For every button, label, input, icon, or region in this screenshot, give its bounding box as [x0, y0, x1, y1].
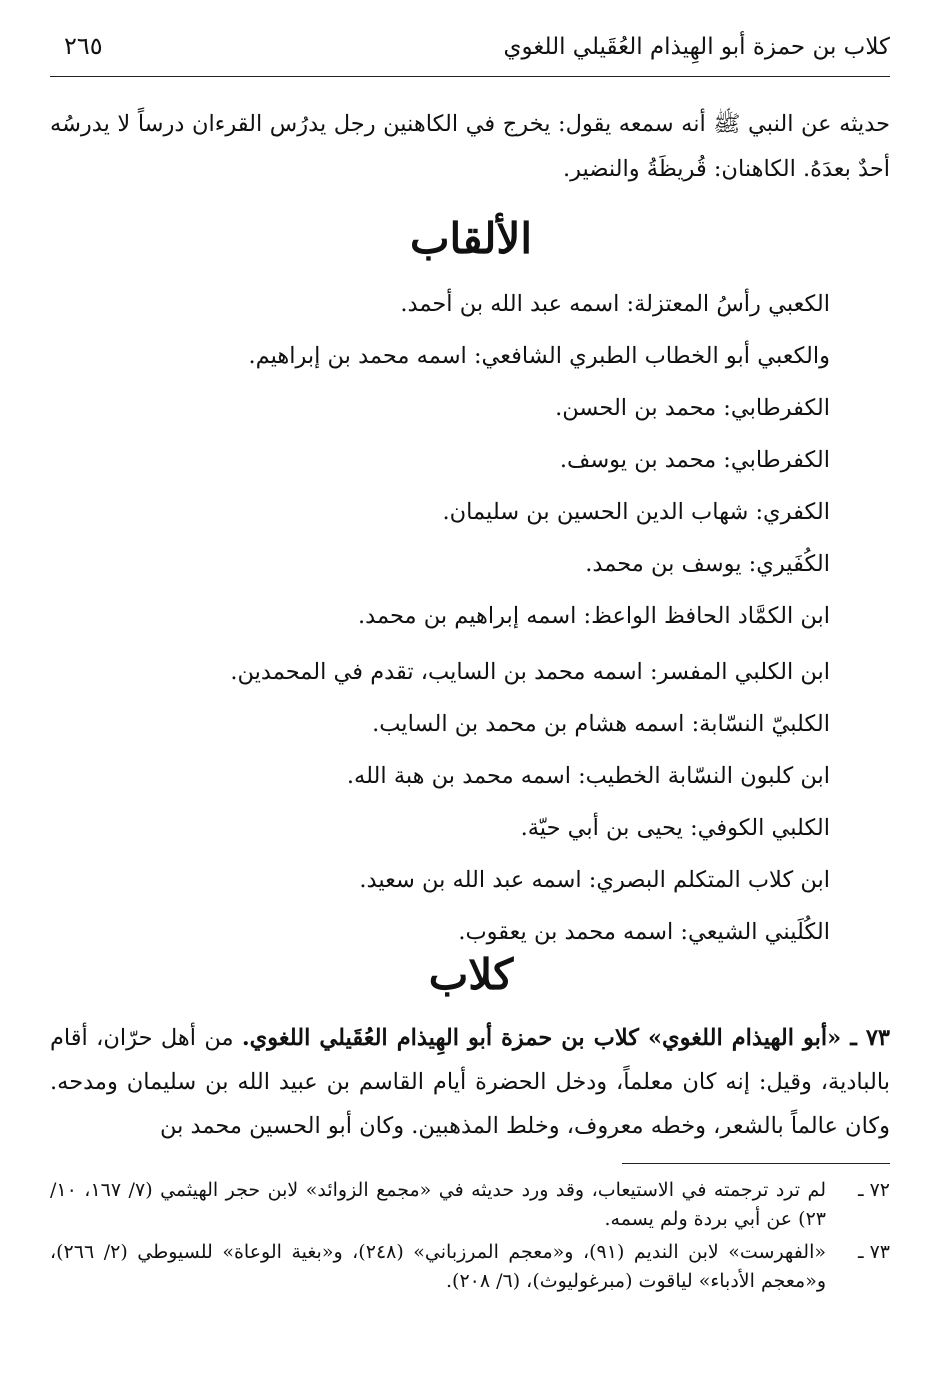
footnote-number: ٧٣ ـ: [857, 1241, 890, 1263]
section-heading-kilab: كلاب: [428, 950, 514, 999]
footnote-text: «الفهرست» لابن النديم (٩١)، و«معجم المرزباني» (٢٤٨)، و«بغية الوعاة» للسيوطي (٢/ ٢٦٦)، و«معجم الأدباء» لياقوت (مبرغوليوث)، (٦/ ٢٠٨).: [50, 1241, 826, 1292]
alqab-entry: الكفرطابي: محمد بن يوسف.: [559, 447, 830, 473]
alqab-entry: الكعبي رأسُ المعتزلة: اسمه عبد الله بن أحمد.: [400, 291, 830, 317]
alqab-entry: ابن الكمَّاد الحافظ الواعظ: اسمه إبراهيم بن محمد.: [358, 603, 830, 629]
alqab-entry: الكلبي الكوفي: يحيى بن أبي حيّة.: [520, 815, 830, 841]
biography-text: من أهل حرّان، أقام بالبادية، وقيل: إنه كان معلماً، ودخل الحضرة أيام القاسم بن عبيد الله بن سليمان ومدحه. وكان عالماً بالشعر، وخطه معروف، وخلط المذهبين. وكان أبو الحسين محمد بن: [50, 1025, 890, 1139]
alqab-entry: ابن كلبون النسّابة الخطيب: اسمه محمد بن هبة الله.: [346, 763, 830, 789]
alqab-entry: الكفري: شهاب الدين الحسين بن سليمان.: [442, 499, 830, 525]
running-title: كلاب بن حمزة أبو الهِيذام العُقَيلي اللغوي: [503, 34, 890, 60]
alqab-entry: الكُفَيري: يوسف بن محمد.: [585, 551, 830, 577]
running-header: [50, 30, 890, 77]
biography-heading: ٧٣ ـ «أبو الهيذام اللغوي» كلاب بن حمزة أبو الهِيذام العُقَيلي اللغوي.: [241, 1025, 890, 1051]
alqab-entry-list: [60, 282, 830, 962]
page-number: ٢٦٥: [64, 32, 103, 60]
footnote-number: ٧٢ ـ: [857, 1179, 890, 1201]
alqab-entry: والكعبي أبو الخطاب الطبري الشافعي: اسمه محمد بن إبراهيم.: [248, 343, 830, 369]
biography-paragraph: [50, 1016, 890, 1148]
intro-paragraph: حديثه عن النبي ﷺ أنه سمعه يقول: يخرج في الكاهنين رجل يدرُس القرءان درساً لا يدرسُه أحدٌ بعدَهُ. الكاهنان: قُريظَةُ والنضير.: [50, 111, 890, 182]
alqab-entry: الكُلَيني الشيعي: اسمه محمد بن يعقوب.: [458, 919, 830, 945]
footnote-72: [50, 1176, 890, 1234]
footnote-text: لم ترد ترجمته في الاستيعاب، وقد ورد حديثه في «مجمع الزوائد» لابن حجر الهيثمي (٧/ ١٦٧، ١٠/ ٢٣) عن أبي بردة ولم يسمه.: [50, 1179, 826, 1230]
alqab-entry: ابن الكلبي المفسر: اسمه محمد بن السايب، تقدم في المحمدين.: [230, 659, 830, 685]
alqab-entry: الكلبيّ النسّابة: اسمه هشام بن محمد بن السايب.: [372, 711, 830, 737]
footnotes: [50, 1176, 890, 1300]
footnote-separator: [622, 1163, 890, 1164]
alqab-entry: ابن كلاب المتكلم البصري: اسمه عبد الله بن سعيد.: [359, 867, 830, 893]
section-heading-alqab: الألقاب: [409, 214, 532, 263]
alqab-entry: الكفرطابي: محمد بن الحسن.: [555, 395, 830, 421]
footnote-73: [50, 1238, 890, 1296]
